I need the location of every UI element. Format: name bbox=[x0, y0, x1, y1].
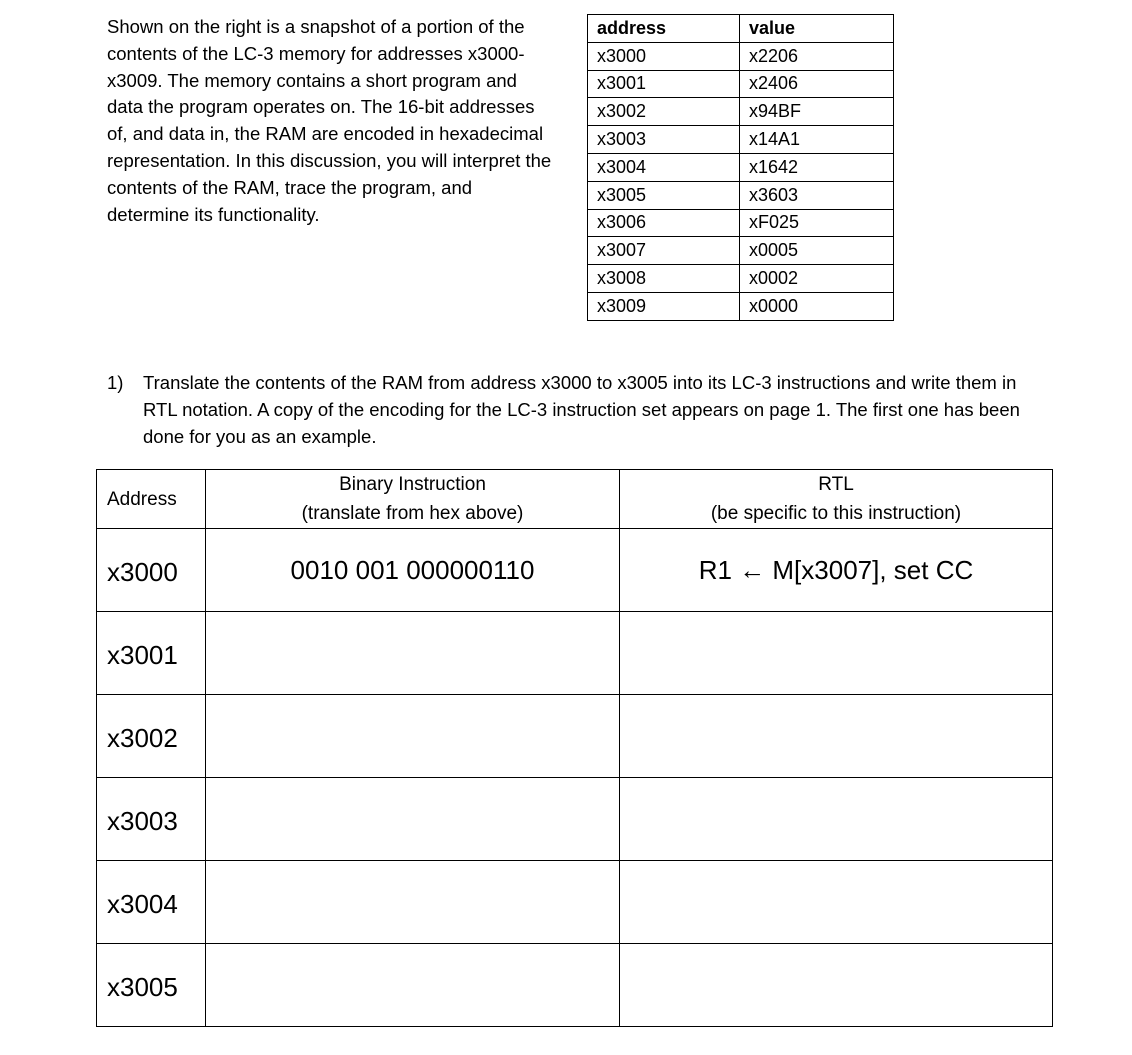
memory-address: x3001 bbox=[588, 70, 740, 98]
question-number: 1) bbox=[107, 372, 124, 393]
answer-row bbox=[97, 861, 1053, 944]
memory-address: x3000 bbox=[588, 42, 740, 70]
memory-address: x3004 bbox=[588, 153, 740, 181]
memory-header-row bbox=[588, 15, 894, 43]
answer-rtl[interactable] bbox=[620, 861, 1053, 944]
answer-binary[interactable] bbox=[206, 861, 620, 944]
answer-address: x3005 bbox=[97, 944, 206, 1027]
memory-row bbox=[588, 265, 894, 293]
answer-rtl[interactable] bbox=[620, 944, 1053, 1027]
memory-address: x3009 bbox=[588, 292, 740, 320]
memory-row bbox=[588, 42, 894, 70]
memory-value: x0005 bbox=[740, 237, 894, 265]
memory-header-address: address bbox=[588, 15, 740, 43]
header-binary-subtitle: (translate from hex above) bbox=[301, 503, 524, 524]
memory-row bbox=[588, 98, 894, 126]
answer-rtl[interactable] bbox=[620, 695, 1053, 778]
answer-table bbox=[96, 469, 1053, 1027]
memory-value: x2206 bbox=[740, 42, 894, 70]
answer-address: x3003 bbox=[97, 778, 206, 861]
answer-header-row bbox=[97, 470, 1053, 529]
header-binary bbox=[206, 470, 620, 529]
answer-row bbox=[97, 612, 1053, 695]
answer-address: x3001 bbox=[97, 612, 206, 695]
header-rtl-title: RTL bbox=[818, 474, 854, 495]
header-rtl bbox=[620, 470, 1053, 529]
answer-binary[interactable] bbox=[206, 778, 620, 861]
answer-rtl[interactable] bbox=[620, 778, 1053, 861]
question-text: Translate the contents of the RAM from address x3000 to x3005 into its LC-3 instructions and write them in RTL notation. A copy of the encoding for the LC-3 instruction set appears on page 1. The first one has been done for you as an example. bbox=[143, 372, 1020, 447]
answer-binary[interactable] bbox=[206, 612, 620, 695]
question-1 bbox=[107, 369, 1037, 450]
intro-paragraph: Shown on the right is a snapshot of a portion of the contents of the LC-3 memory for addresses x3000-x3009. The memory contains a short program and data the program operates on. The 16-bit addresses of, and data in, the RAM are encoded in hexadecimal representation. In this discussion, you will interpret the contents of the RAM, trace the program, and determine its functionality. bbox=[107, 16, 552, 225]
memory-address: x3008 bbox=[588, 265, 740, 293]
answer-binary[interactable] bbox=[206, 695, 620, 778]
answer-address: x3004 bbox=[97, 861, 206, 944]
header-rtl-subtitle: (be specific to this instruction) bbox=[710, 503, 962, 524]
answer-binary[interactable] bbox=[206, 944, 620, 1027]
memory-row bbox=[588, 292, 894, 320]
answer-row bbox=[97, 529, 1053, 612]
memory-row bbox=[588, 209, 894, 237]
answer-address: x3002 bbox=[97, 695, 206, 778]
answer-address: x3000 bbox=[97, 529, 206, 612]
memory-address: x3007 bbox=[588, 237, 740, 265]
memory-value: x1642 bbox=[740, 153, 894, 181]
memory-address: x3005 bbox=[588, 181, 740, 209]
answer-binary[interactable]: 0010 001 000000110 bbox=[206, 529, 620, 612]
answer-rtl[interactable]: R1 ← M[x3007], set CC bbox=[620, 529, 1053, 612]
memory-value: x0000 bbox=[740, 292, 894, 320]
answer-row bbox=[97, 778, 1053, 861]
answer-row bbox=[97, 695, 1053, 778]
memory-address: x3006 bbox=[588, 209, 740, 237]
answer-rtl[interactable] bbox=[620, 612, 1053, 695]
memory-address: x3003 bbox=[588, 126, 740, 154]
memory-row bbox=[588, 70, 894, 98]
memory-table bbox=[587, 14, 894, 321]
memory-row bbox=[588, 237, 894, 265]
memory-value: xF025 bbox=[740, 209, 894, 237]
memory-value: x2406 bbox=[740, 70, 894, 98]
memory-value: x14A1 bbox=[740, 126, 894, 154]
answer-row bbox=[97, 944, 1053, 1027]
memory-row bbox=[588, 153, 894, 181]
memory-row bbox=[588, 126, 894, 154]
memory-value: x3603 bbox=[740, 181, 894, 209]
memory-value: x0002 bbox=[740, 265, 894, 293]
memory-row bbox=[588, 181, 894, 209]
memory-value: x94BF bbox=[740, 98, 894, 126]
header-binary-title: Binary Instruction bbox=[339, 474, 486, 495]
header-address: Address bbox=[97, 470, 206, 529]
memory-address: x3002 bbox=[588, 98, 740, 126]
memory-header-value: value bbox=[740, 15, 894, 43]
